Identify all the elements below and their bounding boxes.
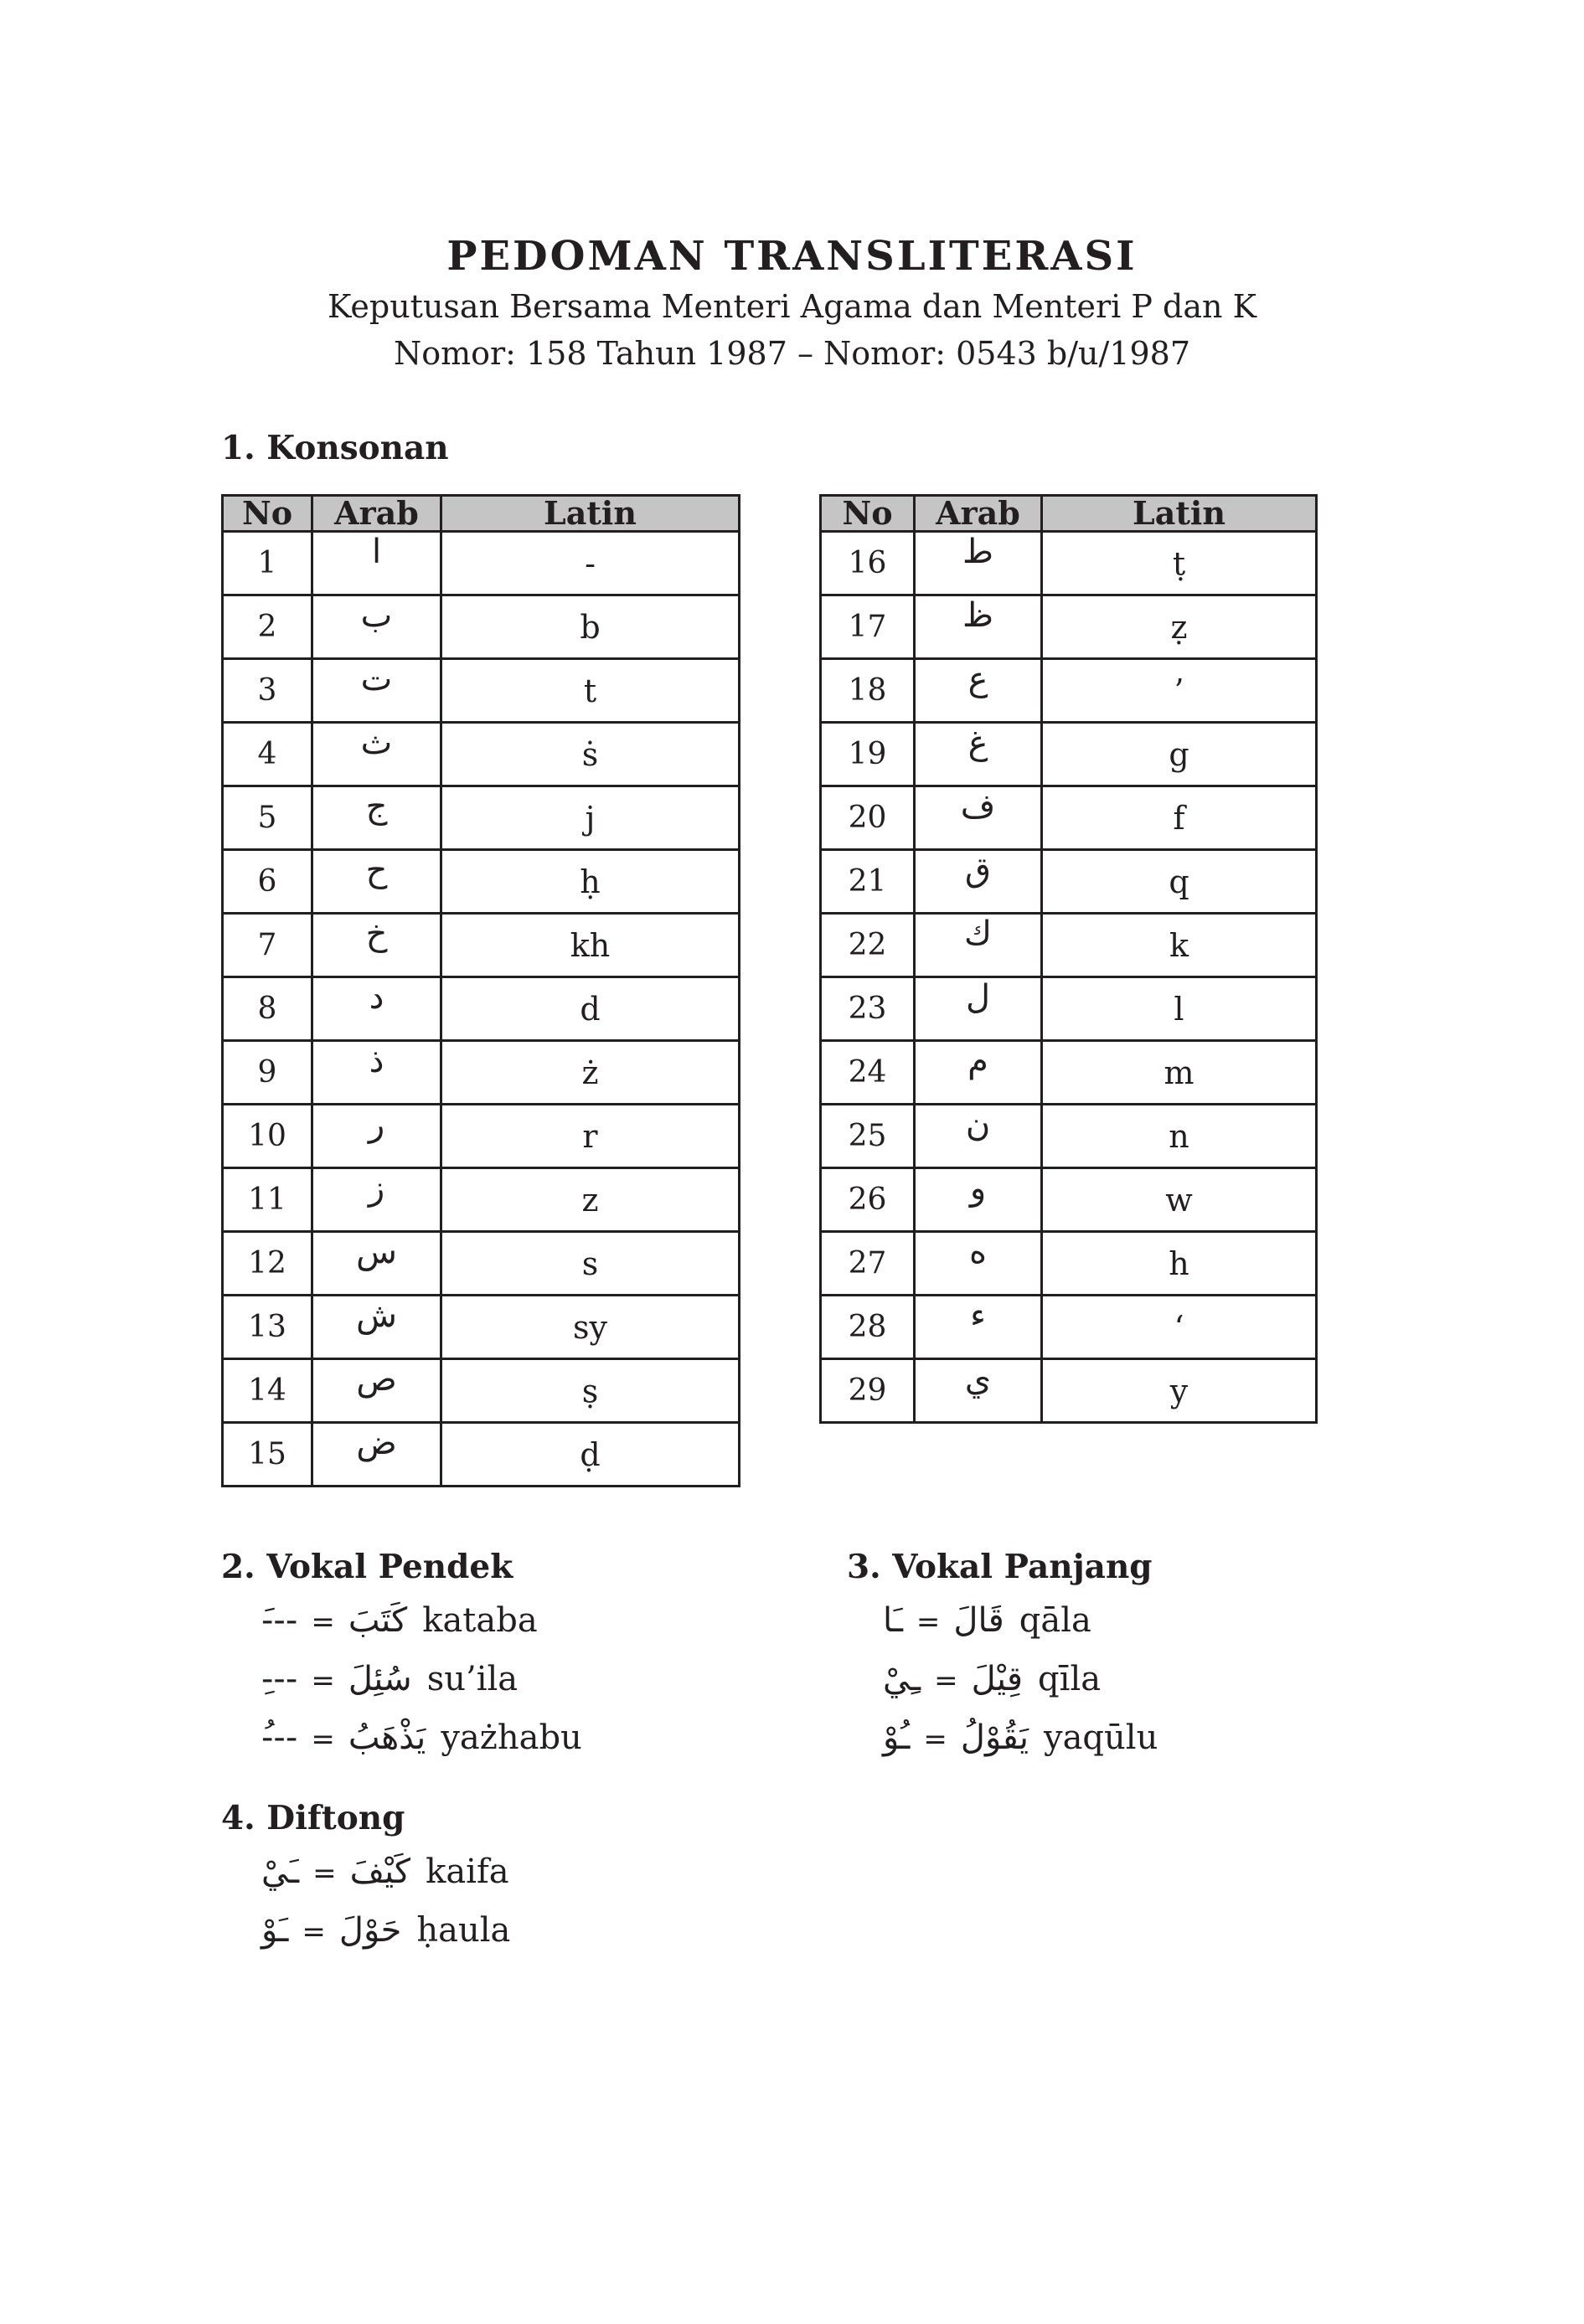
arabic-example: كَتَبَ: [348, 1601, 408, 1640]
cell-latin: z: [441, 1168, 740, 1232]
table-row: [223, 914, 740, 977]
cell-latin: m: [1042, 1041, 1317, 1105]
cell-arab: ع: [915, 659, 1042, 723]
cell-latin: r: [441, 1105, 740, 1168]
col-header-latin: Latin: [441, 496, 740, 532]
table-header-row: [821, 496, 1317, 532]
cell-no: 12: [223, 1232, 312, 1296]
vokal-pendek-heading: 2. Vokal Pendek: [221, 1548, 513, 1586]
table-row: [223, 1041, 740, 1105]
cell-latin: -: [441, 532, 740, 595]
table-row: [821, 1168, 1317, 1232]
cell-arab: ا: [312, 532, 441, 595]
cell-latin: ḍ: [441, 1423, 740, 1487]
cell-latin: w: [1042, 1168, 1317, 1232]
cell-no: 19: [821, 723, 915, 786]
arabic-example: قَالَ: [953, 1601, 1004, 1640]
cell-arab: ظ: [915, 595, 1042, 659]
cell-no: 1: [223, 532, 312, 595]
decree-number-line: Nomor: 158 Tahun 1987 – Nomor: 0543 b/u/1987: [393, 335, 1191, 372]
cell-no: 26: [821, 1168, 915, 1232]
equals-sign: =: [312, 1857, 337, 1890]
cell-no: 4: [223, 723, 312, 786]
cell-no: 18: [821, 659, 915, 723]
cell-arab: س: [312, 1232, 441, 1296]
cell-no: 27: [821, 1232, 915, 1296]
equals-sign: =: [311, 1605, 335, 1639]
table-row: [821, 659, 1317, 723]
cell-arab: ش: [312, 1296, 441, 1359]
cell-no: 22: [821, 914, 915, 977]
latin-example: yażhabu: [441, 1719, 582, 1757]
cell-arab: ط: [915, 532, 1042, 595]
cell-latin: d: [441, 977, 740, 1041]
cell-arab: ج: [312, 786, 441, 850]
diftong-heading: 4. Diftong: [221, 1799, 405, 1837]
col-header-latin: Latin: [1042, 496, 1317, 532]
arabic-example: سُئِلَ: [348, 1660, 412, 1698]
cell-arab: ذ: [312, 1041, 441, 1105]
equals-sign: =: [916, 1605, 941, 1639]
cell-arab: ث: [312, 723, 441, 786]
cell-latin: ẓ: [1042, 595, 1317, 659]
cell-arab: ز: [312, 1168, 441, 1232]
table-row: [223, 1168, 740, 1232]
vowel-mark: ---ُ: [261, 1719, 298, 1757]
table-row: [821, 1359, 1317, 1423]
cell-arab: ك: [915, 914, 1042, 977]
cell-no: 15: [223, 1423, 312, 1487]
example-row: [261, 1911, 510, 1950]
arabic-example: يَذْهَبُ: [348, 1719, 426, 1757]
table-row: [821, 1041, 1317, 1105]
cell-latin: y: [1042, 1359, 1317, 1423]
vowel-mark: ـَيْ: [261, 1853, 300, 1891]
table-row: [223, 850, 740, 914]
col-header-no: No: [223, 496, 312, 532]
latin-example: yaqūlu: [1043, 1719, 1158, 1757]
cell-latin: j: [441, 786, 740, 850]
arabic-example: يَقُوْلُ: [960, 1719, 1029, 1757]
cell-no: 24: [821, 1041, 915, 1105]
arabic-example: حَوْلَ: [338, 1911, 402, 1950]
cell-no: 23: [821, 977, 915, 1041]
table-row: [821, 914, 1317, 977]
cell-no: 21: [821, 850, 915, 914]
cell-arab: ء: [915, 1296, 1042, 1359]
cell-arab: ن: [915, 1105, 1042, 1168]
decree-line: Keputusan Bersama Menteri Agama dan Menteri P dan K: [328, 288, 1256, 325]
table-row: [821, 1296, 1317, 1359]
table-row: [821, 532, 1317, 595]
vokal-panjang-heading: 3. Vokal Panjang: [847, 1548, 1153, 1586]
table-row: [223, 1296, 740, 1359]
example-row: [261, 1853, 509, 1891]
cell-latin: b: [441, 595, 740, 659]
cell-latin: ṣ: [441, 1359, 740, 1423]
cell-arab: ح: [312, 850, 441, 914]
cell-latin: t: [441, 659, 740, 723]
cell-no: 16: [821, 532, 915, 595]
example-row: [261, 1660, 518, 1698]
cell-no: 9: [223, 1041, 312, 1105]
cell-no: 17: [821, 595, 915, 659]
table-row: [223, 786, 740, 850]
latin-example: qāla: [1019, 1601, 1091, 1640]
table-row: [821, 850, 1317, 914]
cell-no: 14: [223, 1359, 312, 1423]
table-row: [223, 659, 740, 723]
latin-example: ḥaula: [416, 1911, 511, 1950]
konsonan-heading: 1. Konsonan: [221, 429, 449, 467]
latin-example: kaifa: [426, 1853, 509, 1891]
cell-arab: ب: [312, 595, 441, 659]
table-row: [821, 1232, 1317, 1296]
cell-latin: ḥ: [441, 850, 740, 914]
cell-arab: خ: [312, 914, 441, 977]
latin-example: kataba: [422, 1601, 538, 1640]
table-header-row: [223, 496, 740, 532]
cell-latin: l: [1042, 977, 1317, 1041]
cell-latin: ‘: [1042, 1296, 1317, 1359]
table-row: [223, 1423, 740, 1487]
cell-latin: ż: [441, 1041, 740, 1105]
arabic-example: قِيْلَ: [971, 1660, 1024, 1698]
example-row: [883, 1601, 1091, 1640]
col-header-no: No: [821, 496, 915, 532]
cell-no: 29: [821, 1359, 915, 1423]
cell-arab: ت: [312, 659, 441, 723]
cell-no: 13: [223, 1296, 312, 1359]
table-row: [223, 1232, 740, 1296]
table-row: [223, 977, 740, 1041]
cell-arab: ق: [915, 850, 1042, 914]
cell-arab: ي: [915, 1359, 1042, 1423]
vowel-mark: ـُوْ: [883, 1719, 911, 1757]
cell-no: 20: [821, 786, 915, 850]
cell-arab: ف: [915, 786, 1042, 850]
table-row: [821, 595, 1317, 659]
example-row: [261, 1719, 582, 1757]
cell-latin: kh: [441, 914, 740, 977]
cell-latin: f: [1042, 786, 1317, 850]
example-row: [883, 1660, 1101, 1698]
example-row: [261, 1601, 538, 1640]
equals-sign: =: [302, 1915, 326, 1949]
latin-example: su’ila: [426, 1660, 519, 1698]
cell-arab: م: [915, 1041, 1042, 1105]
cell-arab: و: [915, 1168, 1042, 1232]
cell-no: 8: [223, 977, 312, 1041]
cell-no: 25: [821, 1105, 915, 1168]
cell-latin: h: [1042, 1232, 1317, 1296]
cell-no: 3: [223, 659, 312, 723]
cell-no: 28: [821, 1296, 915, 1359]
cell-no: 11: [223, 1168, 312, 1232]
cell-latin: ṡ: [441, 723, 740, 786]
vowel-mark: ---ِ: [261, 1660, 298, 1698]
konsonan-table-left: [221, 494, 740, 1487]
table-row: [821, 786, 1317, 850]
latin-example: qīla: [1038, 1660, 1102, 1698]
cell-no: 7: [223, 914, 312, 977]
table-row: [223, 1105, 740, 1168]
cell-arab: ض: [312, 1423, 441, 1487]
table-row: [821, 723, 1317, 786]
cell-latin: ’: [1042, 659, 1317, 723]
cell-no: 5: [223, 786, 312, 850]
cell-no: 6: [223, 850, 312, 914]
vowel-mark: ---َ: [261, 1601, 298, 1640]
col-header-arab: Arab: [312, 496, 441, 532]
cell-arab: ر: [312, 1105, 441, 1168]
cell-arab: غ: [915, 723, 1042, 786]
equals-sign: =: [311, 1723, 335, 1756]
cell-latin: ṭ: [1042, 532, 1317, 595]
table-row: [223, 595, 740, 659]
cell-latin: s: [441, 1232, 740, 1296]
konsonan-table-right: [819, 494, 1318, 1424]
arabic-example: كَيْفَ: [349, 1853, 411, 1891]
table-row: [223, 532, 740, 595]
equals-sign: =: [311, 1664, 335, 1698]
cell-arab: ص: [312, 1359, 441, 1423]
cell-no: 10: [223, 1105, 312, 1168]
cell-latin: sy: [441, 1296, 740, 1359]
cell-latin: n: [1042, 1105, 1317, 1168]
page-title: PEDOMAN TRANSLITERASI: [446, 233, 1138, 280]
cell-arab: ه: [915, 1232, 1042, 1296]
example-row: [883, 1719, 1158, 1757]
vowel-mark: ـَوْ: [261, 1911, 289, 1950]
cell-latin: q: [1042, 850, 1317, 914]
table-row: [223, 1359, 740, 1423]
cell-latin: g: [1042, 723, 1317, 786]
table-row: [821, 977, 1317, 1041]
equals-sign: =: [934, 1664, 958, 1698]
vowel-mark: ـَا: [883, 1601, 903, 1640]
cell-latin: k: [1042, 914, 1317, 977]
cell-arab: ل: [915, 977, 1042, 1041]
col-header-arab: Arab: [915, 496, 1042, 532]
vowel-mark: ـِيْ: [883, 1660, 921, 1698]
cell-arab: د: [312, 977, 441, 1041]
table-row: [821, 1105, 1317, 1168]
cell-no: 2: [223, 595, 312, 659]
equals-sign: =: [923, 1723, 947, 1756]
table-row: [223, 723, 740, 786]
